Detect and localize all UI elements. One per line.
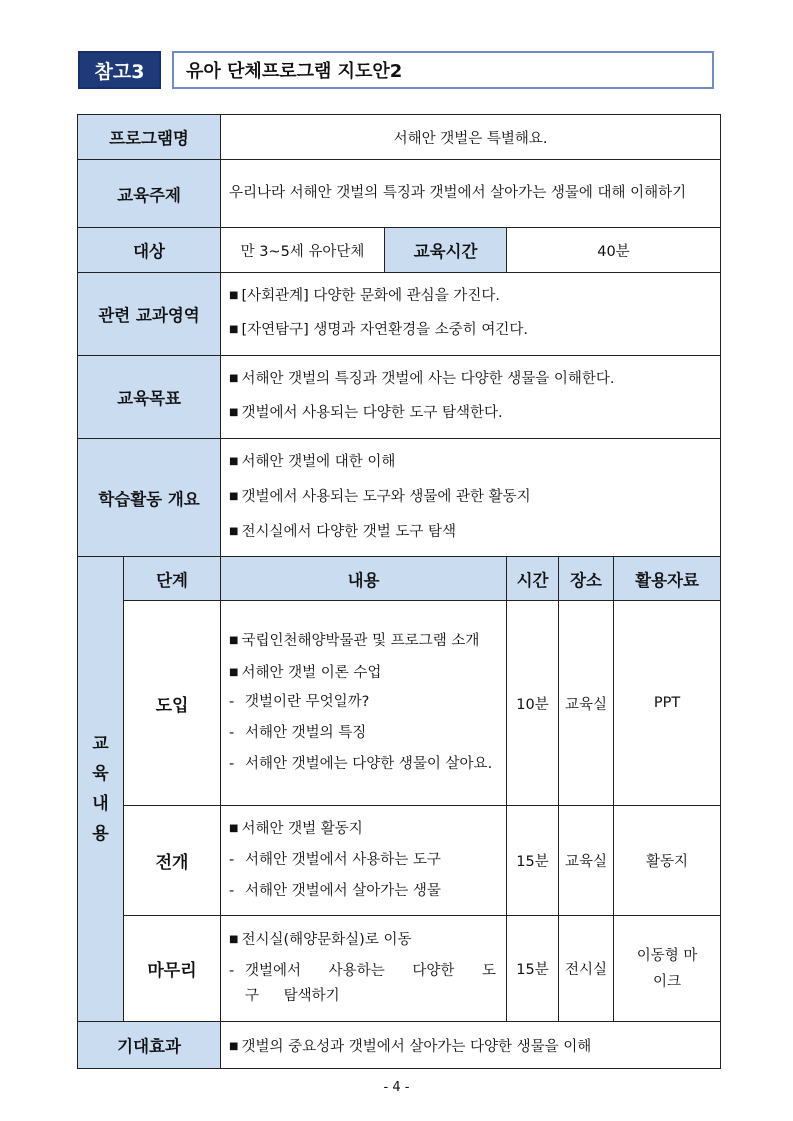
stage-name: 마무리: [124, 916, 221, 1022]
page-number: - 4 -: [383, 1080, 410, 1095]
stage-time: 15분: [507, 916, 559, 1022]
content-label: 교육내용: [78, 557, 124, 1022]
topic-value: 우리나라 서해안 갯벌의 특징과 갯벌에서 살아가는 생물에 대해 이해하기: [221, 160, 721, 228]
effect-value: ■ 갯벌의 중요성과 갯벌에서 살아가는 다양한 생물을 이해: [221, 1022, 721, 1069]
list-item: ■ 서해안 갯벌 이론 수업: [229, 664, 382, 681]
topic-row: [78, 160, 721, 228]
area-label: 관련 교과영역: [78, 273, 221, 356]
stage-row-intro: [78, 601, 721, 806]
stage-content: [221, 601, 507, 806]
target-value: 만 3~5세 유아단체: [221, 228, 385, 273]
target-label: 대상: [78, 228, 221, 273]
overview-values: [221, 439, 721, 557]
stage-row-development: [78, 806, 721, 916]
stage-place: 전시실: [559, 916, 614, 1022]
list-item: - 서해안 갯벌에는 다양한 생물이 살아요.: [229, 755, 493, 772]
stage-content: [221, 806, 507, 916]
col-time: 시간: [507, 557, 559, 601]
program-value: 서해안 갯벌은 특별해요.: [221, 115, 721, 160]
content-header-row: [78, 557, 721, 601]
stage-row-closing: [78, 916, 721, 1022]
list-item: ■ [자연탐구] 생명과 자연환경을 소중히 여긴다.: [229, 322, 528, 338]
list-item: ■ 국립인천해양박물관 및 프로그램 소개: [229, 632, 480, 649]
stage-name: 전개: [124, 806, 221, 916]
col-material: 활용자료: [614, 557, 721, 601]
col-content: 내용: [221, 557, 507, 601]
list-item: ■ 서해안 갯벌에 대한 이해: [229, 453, 396, 470]
list-item: ■ 갯벌에서 사용되는 도구와 생물에 관한 활동지: [229, 488, 531, 505]
col-stage: 단계: [124, 557, 221, 601]
goal-values: [221, 356, 721, 439]
stage-place: 교육실: [559, 601, 614, 806]
col-place: 장소: [559, 557, 614, 601]
effect-row: [78, 1022, 721, 1069]
goal-row: [78, 356, 721, 439]
list-item: ■ [사회관계] 다양한 문화에 관심을 가진다.: [229, 288, 500, 304]
list-item: - 서해안 갯벌에서 사용하는 도구: [229, 851, 441, 868]
goal-label: 교육목표: [78, 356, 221, 439]
area-values: [221, 273, 721, 356]
overview-label: 학습활동 개요: [78, 439, 221, 557]
lesson-plan-table: [77, 114, 721, 1069]
list-item: - 갯벌이란 무엇일까?: [229, 693, 370, 710]
stage-material: PPT: [614, 601, 721, 806]
stage-material: 활동지: [614, 806, 721, 916]
list-item: ■ 갯벌에서 사용되는 다양한 도구 탐색한다.: [229, 405, 503, 421]
stage-time: 10분: [507, 601, 559, 806]
area-row: [78, 273, 721, 356]
stage-name: 도입: [124, 601, 221, 806]
topic-label: 교육주제: [78, 160, 221, 228]
list-item: - 갯벌에서 사용하는 다양한 도구 탐색하기: [229, 962, 497, 1004]
target-row: [78, 228, 721, 273]
list-item: - 서해안 갯벌의 특징: [229, 724, 367, 741]
list-item: ■ 전시실(해양문화실)로 이동: [229, 931, 412, 948]
stage-material: 이동형 마이크: [614, 916, 721, 1022]
list-item: - 서해안 갯벌에서 살아가는 생물: [229, 882, 441, 899]
list-item: ■ 전시실에서 다양한 갯벌 도구 탐색: [229, 523, 457, 540]
stage-content: [221, 916, 507, 1022]
program-row: [78, 115, 721, 160]
list-item: ■ 서해안 갯벌 활동지: [229, 820, 363, 837]
overview-row: [78, 439, 721, 557]
document-title: 유아 단체프로그램 지도안2: [172, 51, 714, 89]
stage-time: 15분: [507, 806, 559, 916]
effect-label: 기대효과: [78, 1022, 221, 1069]
time-value: 40분: [507, 228, 721, 273]
stage-place: 교육실: [559, 806, 614, 916]
document-header: [78, 51, 715, 89]
program-label: 프로그램명: [78, 115, 221, 160]
time-label: 교육시간: [385, 228, 507, 273]
list-item: ■ 서해안 갯벌의 특징과 갯벌에 사는 다양한 생물을 이해한다.: [229, 371, 615, 387]
reference-badge: 참고3: [78, 51, 161, 89]
